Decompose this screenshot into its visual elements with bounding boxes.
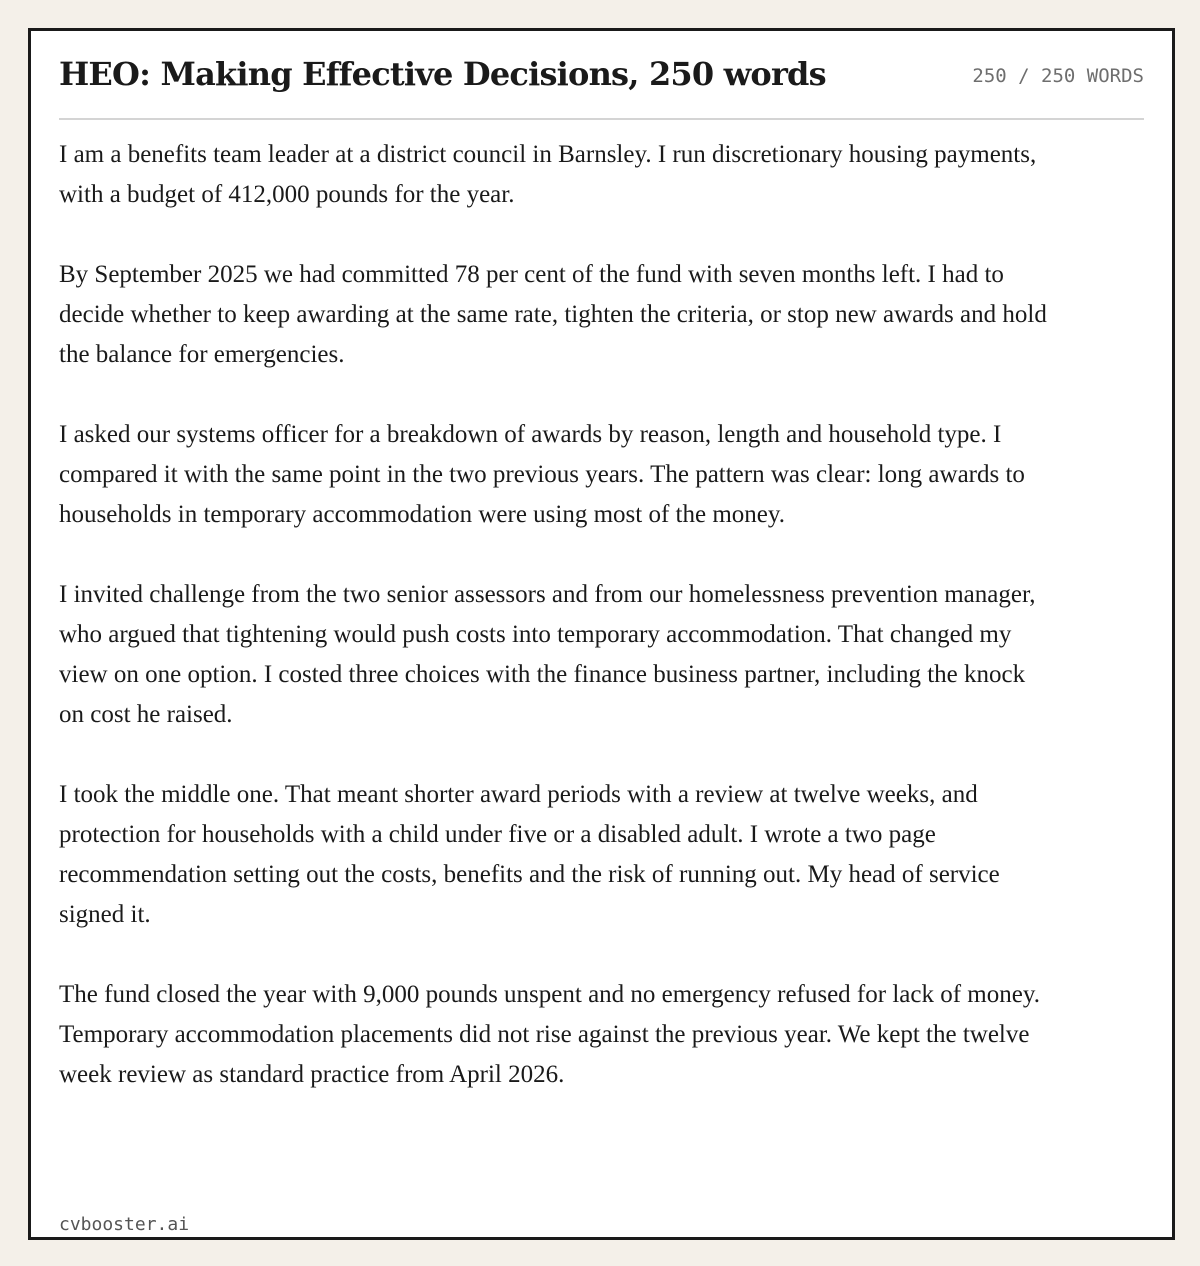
paragraph-challenge: I invited challenge from the two senior assessors and from our homelessness prevention manager, who argued that tightening would push costs into temporary accommodation. That changed my view on one option. I costed three choices with the finance business partner, including the knock on cost he raised. bbox=[59, 581, 1036, 728]
paragraph-decision-options: By September 2025 we had committed 78 per cent of the fund with seven months left. I had to decide whether to keep awarding at the same rate, tighten the criteria, or stop new awards and hold the balance for emergencies. bbox=[59, 261, 1047, 368]
answer-card bbox=[28, 28, 1175, 1240]
answer-body bbox=[59, 135, 1049, 1135]
page-title: HEO: Making Effective Decisions, 250 words bbox=[59, 55, 826, 93]
paragraph-evidence: I asked our systems officer for a breakdown of awards by reason, length and household type. I compared it with the same point in the two previous years. The pattern was clear: long awards to households in temporary accommodation were using most of the money. bbox=[59, 421, 1025, 528]
paragraph-action: I took the middle one. That meant shorter award periods with a review at twelve weeks, and protection for households with a child under five or a disabled adult. I wrote a two page recommendation setting out the costs, benefits and the risk of running out. My head of service signed it. bbox=[59, 781, 1000, 928]
paragraph-situation: I am a benefits team leader at a district council in Barnsley. I run discretionary housing payments, with a budget of 412,000 pounds for the year. bbox=[59, 141, 1037, 208]
paragraph-result: The fund closed the year with 9,000 pounds unspent and no emergency refused for lack of money. Temporary accommodation placements did not rise against the previous year. We kept the twelve week review as standard practice from April 2026. bbox=[59, 981, 1040, 1088]
word-count: 250 / 250 WORDS bbox=[972, 65, 1144, 87]
brand-footer: cvbooster.ai bbox=[59, 1214, 190, 1235]
card-header bbox=[59, 31, 1144, 120]
